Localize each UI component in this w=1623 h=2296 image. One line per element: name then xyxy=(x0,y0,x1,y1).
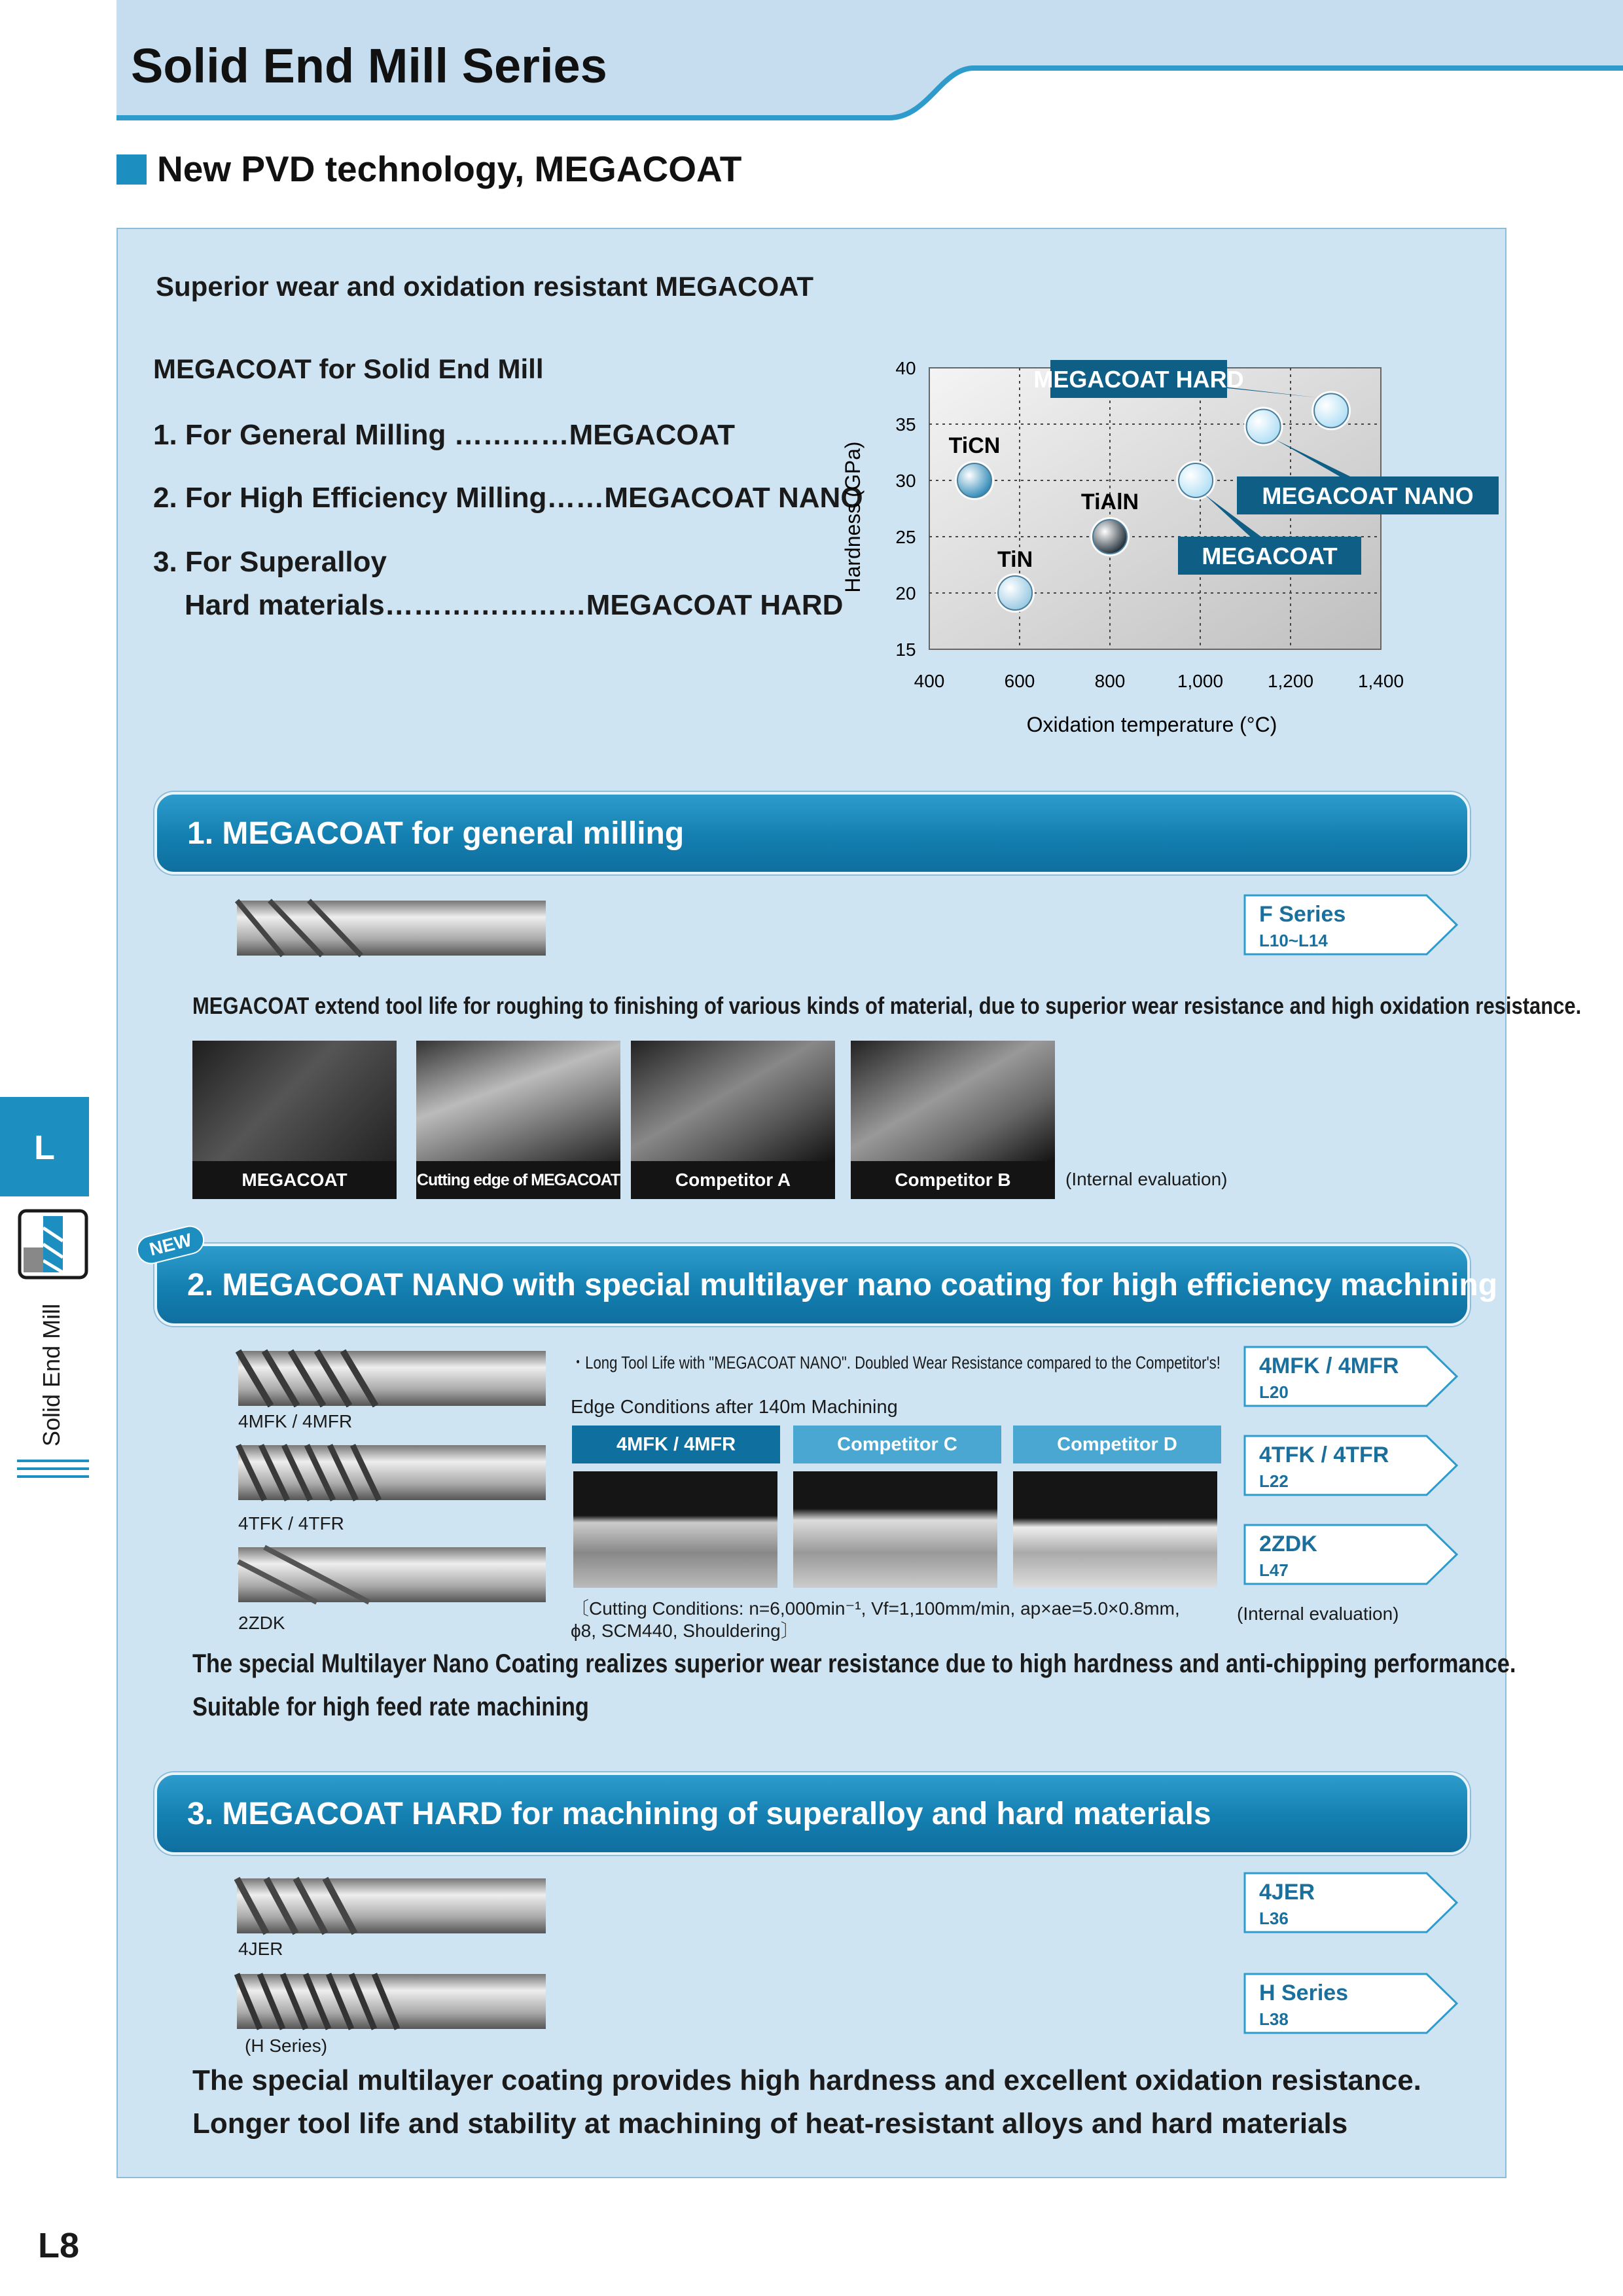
hardness-oxidation-chart xyxy=(831,346,1474,751)
intro-title: Superior wear and oxidation resistant MEGACOAT xyxy=(156,271,814,302)
4tfk-tag[interactable]: 4TFK / 4TFR L22 xyxy=(1243,1435,1459,1496)
chart-point xyxy=(1311,391,1351,430)
tool-label: 2ZDK xyxy=(238,1613,285,1633)
photo-caption: Competitor A xyxy=(631,1161,835,1199)
section1-description: MEGACOAT extend tool life for roughing to finishing of various kinds of material, due to superior wear resistance and high oxidation resistance. xyxy=(192,992,1582,1019)
use-item-superalloy: 3. For Superalloy xyxy=(153,546,387,578)
chart-xtick-label: 800 xyxy=(1094,671,1126,691)
chart-point-label: TiCN xyxy=(948,433,1001,458)
4mfk-tag[interactable]: 4MFK / 4MFR L20 xyxy=(1243,1346,1459,1407)
4jer-tool-image xyxy=(237,1873,546,1939)
chart-point xyxy=(995,547,1035,613)
competitor-a-photo xyxy=(631,1041,835,1162)
2zdk-tag[interactable]: 2ZDK L47 xyxy=(1243,1524,1459,1585)
section3-banner: 3. MEGACOAT HARD for machining of superalloy and hard materials xyxy=(154,1772,1470,1855)
h-series-tool-image xyxy=(237,1969,546,2034)
compare-head-competitor-d: Competitor D xyxy=(1013,1426,1221,1463)
edge-photo-4mfk xyxy=(573,1471,777,1588)
chart-ytick-label: 15 xyxy=(895,639,916,660)
tool-label: 4JER xyxy=(238,1939,283,1959)
section1-banner: 1. MEGACOAT for general milling xyxy=(154,792,1470,874)
h-series-tag[interactable]: H Series L38 xyxy=(1243,1973,1459,2034)
section3-description-2: Longer tool life and stability at machining of heat-resistant alloys and hard materials xyxy=(192,2108,1348,2140)
chart-ytick-label: 30 xyxy=(895,471,916,491)
4tfk-tool-image xyxy=(238,1440,546,1505)
photo-caption: Cutting edge of MEGACOAT xyxy=(416,1161,620,1199)
f-series-tag[interactable]: F Series L10~L14 xyxy=(1243,894,1459,956)
megacoat-photo xyxy=(192,1041,397,1162)
photo-caption: MEGACOAT xyxy=(192,1161,397,1199)
edge-conditions-title: Edge Conditions after 140m Machining xyxy=(571,1397,898,1418)
cutting-conditions-line2: ϕ8, SCM440, Shouldering〕 xyxy=(571,1621,799,1641)
svg-text:MEGACOAT: MEGACOAT xyxy=(1202,543,1338,569)
compare-head-4mfk: 4MFK / 4MFR xyxy=(572,1426,780,1463)
side-label: Solid End Mill xyxy=(38,1303,65,1446)
tool-label: 4MFK / 4MFR xyxy=(238,1411,353,1431)
page-title: Solid End Mill Series xyxy=(131,39,607,93)
side-tab-label: L xyxy=(34,1129,55,1167)
megacoat-edge-photo xyxy=(416,1041,620,1162)
chart-xtick-label: 400 xyxy=(914,671,945,691)
edge-photo-competitor-d xyxy=(1013,1471,1217,1588)
chart-xtick-label: 1,400 xyxy=(1357,671,1404,691)
compare-head-competitor-c: Competitor C xyxy=(793,1426,1001,1463)
use-item-high-efficiency: 2. For High Efficiency Milling……MEGACOAT NANO xyxy=(153,482,863,514)
use-item-general: 1. For General Milling …………MEGACOAT xyxy=(153,419,736,451)
chart-xlabel: Oxidation temperature (°C) xyxy=(1026,713,1277,736)
use-item-hard-materials: Hard materials…………………MEGACOAT HARD xyxy=(185,589,844,621)
4jer-tag[interactable]: 4JER L36 xyxy=(1243,1872,1459,1933)
edge-photo-competitor-c xyxy=(793,1471,997,1588)
4mfk-tool-image xyxy=(238,1346,546,1411)
chart-ytick-label: 20 xyxy=(895,583,916,603)
side-divider xyxy=(17,1460,89,1462)
megacoat-list-title: MEGACOAT for Solid End Mill xyxy=(153,353,544,384)
chart-point xyxy=(1244,406,1283,446)
chart-ytick-label: 40 xyxy=(895,358,916,378)
chart-xtick-label: 600 xyxy=(1004,671,1035,691)
chart-point-label: TiN xyxy=(997,547,1033,572)
section3-description: The special multilayer coating provides high hardness and excellent oxidation resistance. xyxy=(192,2064,1421,2096)
side-divider xyxy=(17,1475,89,1478)
photo-caption: Competitor B xyxy=(851,1161,1055,1199)
chart-ylabel: Hardness (GPa) xyxy=(841,441,865,593)
section1-note: (Internal evaluation) xyxy=(1065,1169,1228,1189)
chart-ytick-label: 25 xyxy=(895,527,916,547)
tool-label: 4TFK / 4TFR xyxy=(238,1513,344,1534)
section2-banner: 2. MEGACOAT NANO with special multilayer nano coating for high efficiency machining xyxy=(154,1244,1470,1326)
svg-text:MEGACOAT HARD: MEGACOAT HARD xyxy=(1033,366,1244,393)
section2-note: (Internal evaluation) xyxy=(1237,1604,1399,1624)
svg-text:MEGACOAT NANO: MEGACOAT NANO xyxy=(1262,482,1474,509)
chart-point-label: TiAlN xyxy=(1080,490,1139,514)
f-series-tool-image xyxy=(237,895,546,961)
2zdk-tool-image xyxy=(238,1542,546,1607)
chart-xtick-label: 1,200 xyxy=(1267,671,1314,691)
competitor-b-photo xyxy=(851,1041,1055,1162)
end-mill-icon xyxy=(17,1208,89,1280)
chart-xtick-label: 1,000 xyxy=(1177,671,1224,691)
section2-description-2: Suitable for high feed rate machining xyxy=(192,1693,589,1721)
section2-description: The special Multilayer Nano Coating realizes superior wear resistance due to high hardness and anti-chipping performance. xyxy=(192,1649,1516,1678)
page-number: L8 xyxy=(38,2226,80,2265)
section-marker xyxy=(116,154,147,185)
section-heading: New PVD technology, MEGACOAT xyxy=(157,149,742,189)
new-badge: NEW xyxy=(134,1223,207,1267)
chart-point xyxy=(1176,461,1215,500)
cutting-conditions-line1: 〔Cutting Conditions: n=6,000min⁻¹, Vf=1,100mm/min, ap×ae=5.0×0.8mm, xyxy=(571,1598,1180,1619)
section2-bullet: ・Long Tool Life with "MEGACOAT NANO". Doubled Wear Resistance compared to the Competitor's! xyxy=(571,1353,1221,1372)
side-divider xyxy=(17,1467,89,1470)
tool-label: (H Series) xyxy=(245,2036,328,2056)
chart-ytick-label: 35 xyxy=(895,414,916,435)
